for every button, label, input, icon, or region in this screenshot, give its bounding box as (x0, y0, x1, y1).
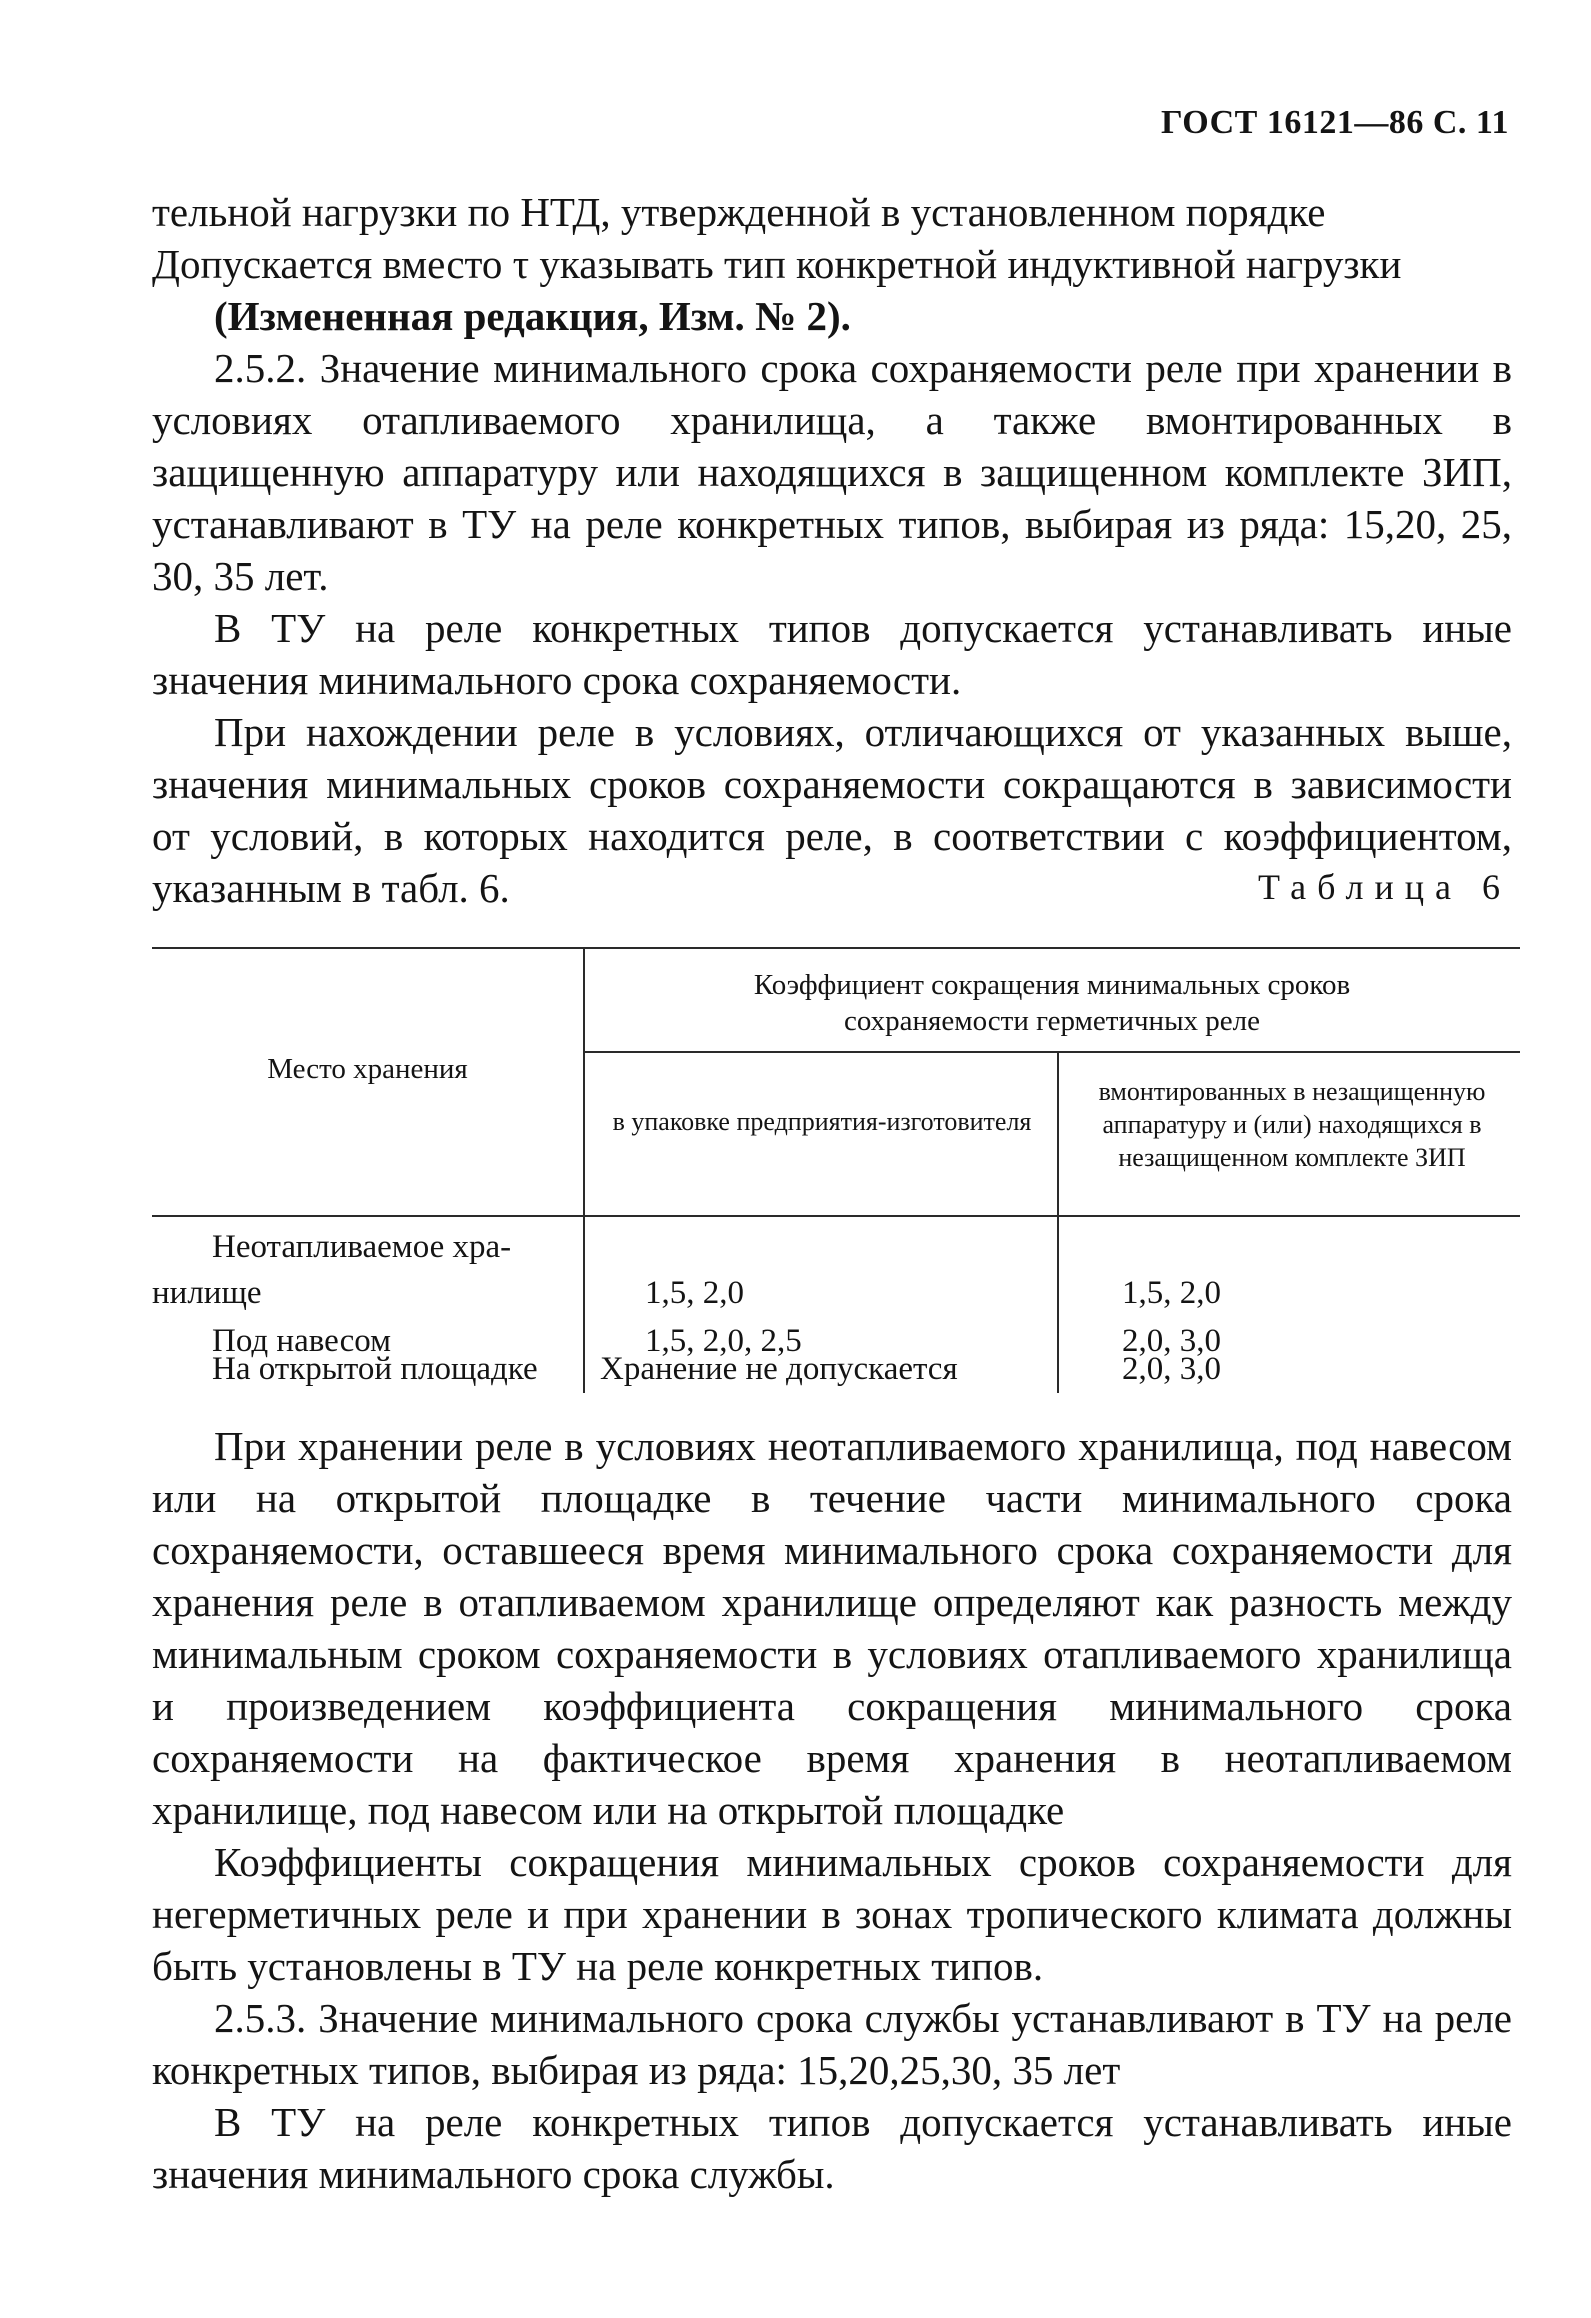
paragraph-2-5-3: 2.5.3. Значение минимального срока службы устанавливают в ТУ на реле конкретных типов, выбирая из ряда: 15,20,25,30, 35 лет (152, 1995, 1512, 2093)
paragraph-line: тельной нагрузки по НТД, утвержденной в установленном порядке (152, 189, 1326, 235)
header-col-package: в упаковке предприятия-изготовителя (612, 1107, 1032, 1136)
paragraph: В ТУ на реле конкретных типов допускается устанавливать иные значения минимального срока сохраняемости. (152, 605, 1512, 703)
row-value: 1,5, 2,0, 2,5 (645, 1323, 802, 1359)
amendment-note: (Измененная редакция, Изм. № 2). (214, 293, 851, 339)
text-block-top (152, 186, 1512, 914)
table-top-rule (152, 947, 1520, 949)
header-place: Место хранения (267, 1053, 468, 1085)
text-block-bottom (152, 1420, 1512, 2200)
row-place: На открытой площадке (212, 1351, 538, 1387)
paragraph-line: Допускается вместо τ указывать тип конкретной индуктивной нагрузки (152, 241, 1402, 287)
header-bottom-rule (152, 1215, 1520, 1217)
page-header: ГОСТ 16121—86 С. 11 (1160, 104, 1509, 141)
paragraph: При хранении реле в условиях неотапливаемого хранилища, под навесом или на открытой площадке в течение части минимального срока сохраняемости, оставшееся время минимального срока сохраняемости для хранения реле в отапливаемом хранилище определяют как разность между минимальным сроком сохраняемости в условиях отапливаемого хранилища и произведением коэффициента сокращения минимального срока сохраняемости на фактическое время хранения в неотапливаемом хранилище, под навесом или на открытой площадке (152, 1423, 1512, 1833)
row-place: Под навесом (212, 1323, 391, 1359)
header-coefficient-group: Коэффициент сокращения минимальных сроков сохраняемости герметичных реле (753, 969, 1351, 1037)
paragraph-2-5-2: 2.5.2. Значение минимального срока сохраняемости реле при хранении в условиях отапливаемого хранилища, а также вмонтированных в защищенную аппаратуру или находящихся в защищенном комплекте ЗИП, устанавливают в ТУ на реле конкретных типов, выбирая из ряда: 15,20, 25, 30, 35 лет. (152, 345, 1512, 599)
row-value: 2,0, 3,0 (1122, 1323, 1221, 1359)
row-value: 1,5, 2,0 (645, 1275, 744, 1311)
column-divider (583, 947, 585, 1393)
paragraph: При нахождении реле в условиях, отличающихся от указанных выше, значения минимальных сроков сохраняемости сокращаются в зависимости от условий, в которых находится реле, в соответствии с коэффициентом, указанным в табл. 6. (152, 709, 1512, 911)
row-value: 1,5, 2,0 (1122, 1275, 1221, 1311)
table-caption: Таблица 6 (1258, 867, 1511, 907)
paragraph: В ТУ на реле конкретных типов допускается устанавливать иные значения минимального срока службы. (152, 2099, 1512, 2197)
column-divider (1057, 1051, 1059, 1393)
header-group-rule (585, 1051, 1520, 1053)
paragraph: Коэффициенты сокращения минимальных сроков сохраняемости для негерметичных реле и при хранении в зонах тропического климата должны быть установлены в ТУ на реле конкретных типов. (152, 1839, 1512, 1989)
row-place: Неотапливаемое хра- (212, 1229, 512, 1265)
table-6 (152, 947, 1520, 1395)
row-value: 2,0, 3,0 (1122, 1351, 1221, 1387)
row-value: Хранение не допускается (600, 1351, 958, 1387)
row-place: нилище (152, 1275, 262, 1311)
header-col-unprotected: вмонтированных в незащищенную аппаратуру и (или) находящихся в незащищенном комплекте ЗИП (1098, 1077, 1486, 1172)
